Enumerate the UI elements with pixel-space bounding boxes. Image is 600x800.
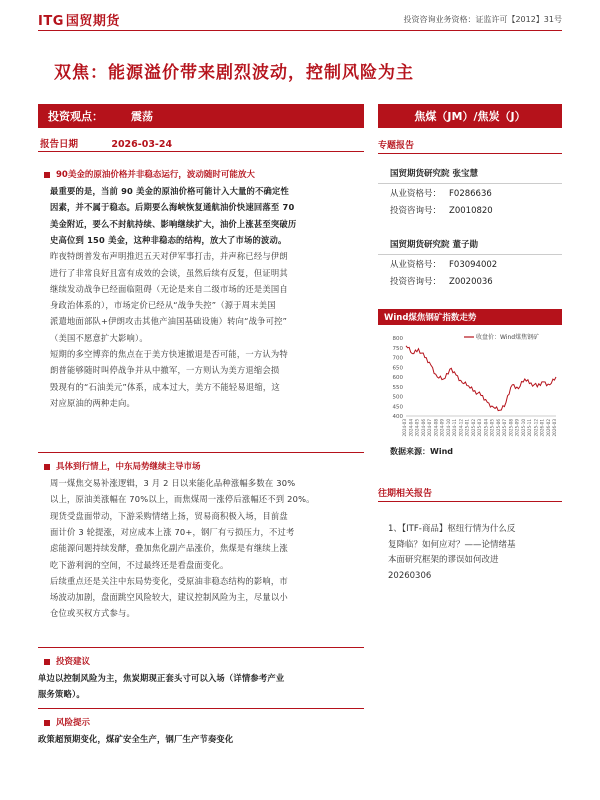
section-heading: [44, 168, 255, 180]
section-heading-text: 90美金的原油价格并非稳态运行，波动随时可能放大: [56, 170, 255, 180]
related-reports-title: 往期相关报告: [378, 489, 433, 499]
x-tick-label: 2024-08: [433, 419, 439, 437]
paragraph-line: 场波动加剧，盘面跳空风险较大，建议控制风险为主，尽量以小: [50, 592, 288, 603]
square-bullet-icon: [44, 464, 50, 470]
consult-value: Z0010820: [449, 206, 493, 216]
x-tick-label: 2025-02: [470, 419, 476, 437]
series-line: [406, 346, 556, 411]
paragraph-line: 以上，原油美涨幅在 70%以上，而焦煤周一涨停后涨幅还不到 20%。: [50, 494, 315, 505]
x-tick-label: 2025-05: [489, 419, 495, 437]
paragraph-line: 昨夜特朗普发布声明推迟五天对伊军事打击，并声称已经与伊朗: [50, 251, 288, 262]
section-heading: [44, 655, 90, 667]
section-heading-text: 投资建议: [56, 657, 91, 667]
paragraph-line: 身政治体系的），市场定价已经从“战争失控”（源于周末美国: [50, 300, 276, 311]
paragraph-line: 毁现有的“石油美元”体系，成本过大，美方不能轻易退缩，这: [50, 381, 280, 392]
section-heading-text: 风险提示: [56, 718, 91, 728]
x-tick-label: 2026-03: [552, 419, 557, 437]
paragraph-line: 美金附近，要么不封航持续、影响继续扩大，油价上涨甚至突破历: [50, 218, 297, 229]
x-tick-label: 2025-09: [514, 419, 520, 437]
analyst-2-consult: [390, 275, 493, 287]
view-label: 投资观点：: [48, 110, 103, 123]
y-tick-label: 800: [392, 336, 403, 342]
paragraph-line: （美国不愿意扩大影响）。: [50, 332, 148, 343]
square-bullet-icon: [44, 659, 50, 665]
consult-label: 投资咨询号：: [390, 277, 442, 287]
x-tick-label: 2024-04: [408, 419, 414, 437]
legend-label: 收盘价：Wind煤焦钢矿: [476, 334, 540, 341]
x-tick-label: 2024-06: [420, 419, 426, 437]
y-tick-label: 400: [392, 414, 403, 420]
x-tick-label: 2025-11: [527, 419, 532, 437]
analyst-1-consult: [390, 204, 493, 216]
x-tick-label: 2024-07: [427, 419, 432, 437]
wind-index-chart: [380, 330, 562, 440]
x-tick-label: 2025-04: [483, 419, 489, 437]
section-divider: [38, 708, 364, 709]
section-divider: [38, 452, 364, 453]
section-heading: [44, 460, 201, 472]
analyst-2-divider: [378, 254, 562, 255]
analyst-1-name: 国贸期货研究院 张宝慧: [390, 169, 478, 179]
paragraph-line: 周一煤焦交易补涨逻辑，3 月 2 日以来能化品种涨幅多数在 30%: [50, 478, 296, 488]
license-label: 从业资格号：: [390, 260, 442, 270]
y-tick-label: 550: [392, 384, 403, 391]
analyst-1-divider: [378, 183, 562, 184]
date-value: 2026-03-24: [111, 139, 173, 150]
paragraph-line: 派遣地面部队+伊朗攻击其他产油国基础设施）转向“战争可控”: [50, 316, 288, 327]
related-line[interactable]: 本面研究框架的谬误如何改进: [388, 555, 499, 565]
paragraph-line: 进行了非常良好且富有成效的会谈，虽然后续有反复，但证明其: [50, 267, 288, 278]
sidebar-divider: [378, 153, 562, 154]
report-date: [40, 136, 172, 150]
x-tick-label: 2026-01: [539, 419, 545, 437]
y-tick-label: 650: [392, 365, 403, 372]
company-logo: [38, 10, 120, 29]
consult-value: Z0020036: [449, 277, 493, 287]
x-tick-label: 2024-11: [452, 419, 457, 437]
date-label: 报告日期: [40, 139, 79, 150]
x-tick-label: 2025-08: [508, 419, 514, 437]
paragraph-line: 史高位到 150 美金，这种非稳态的结构，放大了市场的波动。: [50, 234, 287, 245]
x-tick-label: 2025-10: [520, 419, 526, 437]
x-tick-label: 2024-12: [458, 419, 464, 437]
paragraph-line: 单边以控制风险为主，焦炭期现正套头寸可以入场（详情参考产业: [38, 673, 285, 683]
license-value: F03094002: [449, 260, 498, 270]
x-tick-label: 2024-03: [402, 419, 407, 437]
product-bar: 焦煤（JM）/焦炭（J）: [378, 104, 562, 128]
x-tick-label: 2025-12: [533, 419, 539, 437]
chart-source: 数据来源：Wind: [390, 447, 453, 456]
paragraph-line: 面计价 3 轮提涨，对应成本上涨 70+，钢厂有亏损压力，不过考: [50, 526, 295, 537]
license-label: 从业资格号：: [390, 189, 442, 199]
y-tick-label: 450: [392, 404, 403, 411]
x-tick-label: 2024-10: [445, 419, 451, 437]
y-tick-label: 600: [392, 375, 403, 381]
y-tick-label: 500: [392, 394, 403, 401]
x-tick-label: 2024-05: [414, 419, 420, 437]
related-line[interactable]: 复降临？如何应对？——论情绪基: [388, 539, 516, 550]
x-tick-label: 2025-06: [495, 419, 501, 437]
x-tick-label: 2025-01: [464, 419, 470, 437]
x-tick-label: 2026-02: [545, 419, 551, 437]
sidebar-research-title: 专题报告: [378, 141, 415, 151]
section-heading: [44, 716, 90, 728]
analyst-1-license: [390, 187, 492, 199]
chart-title-bar: Wind煤焦钢矿指数走势: [378, 309, 562, 325]
paragraph-line: 服务策略）。: [38, 689, 85, 700]
x-tick-label: 2025-03: [477, 419, 482, 437]
paragraph-line: 现货受盘面带动，下游采购情绪上扬，贸易商积极入场，目前盘: [50, 510, 288, 521]
y-tick-label: 750: [392, 345, 403, 352]
paragraph-line: 吃下游利润的空间，不过最终还是看盘面变化。: [50, 559, 229, 570]
related-line[interactable]: 1、【ITF-商品】枢纽行情为什么反: [388, 524, 516, 534]
square-bullet-icon: [44, 172, 50, 178]
paragraph-line: 后续重点还是关注中东局势变化，受原油非稳态结构的影响，市: [50, 575, 288, 586]
paragraph-line: 虑能源问题持续发酵，叠加焦化副产品涨价，焦煤是有继续上涨: [50, 543, 288, 554]
x-tick-label: 2025-07: [502, 419, 507, 437]
paragraph-line: 继续发动战争已经面临阻碍（无论是来自二级市场的还是美国自: [50, 283, 288, 294]
license-value: F0286636: [449, 189, 492, 199]
logo-brand: ITG: [38, 14, 64, 29]
x-tick-label: 2024-09: [439, 419, 445, 437]
paragraph-line: 政策超预期变化，煤矿安全生产，钢厂生产节奏变化: [38, 734, 234, 744]
analyst-2-name: 国贸期货研究院 董子勋: [390, 240, 478, 250]
logo-cn: 国贸期货: [65, 14, 120, 29]
paragraph-line: 仓位或买权方式参与。: [50, 608, 135, 619]
paragraph-line: 对应原油的两种走向。: [50, 397, 135, 408]
related-divider: [378, 501, 562, 502]
related-report-list: [388, 522, 554, 584]
square-bullet-icon: [44, 720, 50, 726]
related-line[interactable]: 20260306: [388, 570, 432, 581]
date-divider: [38, 151, 364, 152]
paragraph-line: 最重要的是，当前 90 美金的原油价格可能计入大量的不确定性: [50, 186, 290, 196]
report-title: 双焦：能源溢价带来剧烈波动，控制风险为主: [54, 63, 414, 83]
paragraph-line: 短期的多空博弈的焦点在于美方快速撤退是否可能，一方认为特: [50, 349, 288, 359]
consult-label: 投资咨询号：: [390, 206, 442, 216]
paragraph-line: 朗普能够随时叫停战争并从中撤军，一方则认为美方退缩会损: [50, 365, 280, 376]
analyst-2-license: [390, 258, 497, 270]
registration-text: 投资咨询业务资格：证监许可【2012】31号: [403, 15, 562, 24]
y-tick-label: 700: [392, 355, 403, 362]
section-divider: [38, 647, 364, 648]
investment-view-bar: [38, 104, 364, 128]
view-value: 震荡: [131, 110, 153, 123]
section-heading-text: 具体到行情上，中东局势继续主导市场: [56, 462, 201, 472]
paragraph-line: 因素，并不属于稳态。后期要么海峡恢复通航油价快速回落至 70: [50, 202, 295, 213]
header-divider: [38, 30, 562, 31]
